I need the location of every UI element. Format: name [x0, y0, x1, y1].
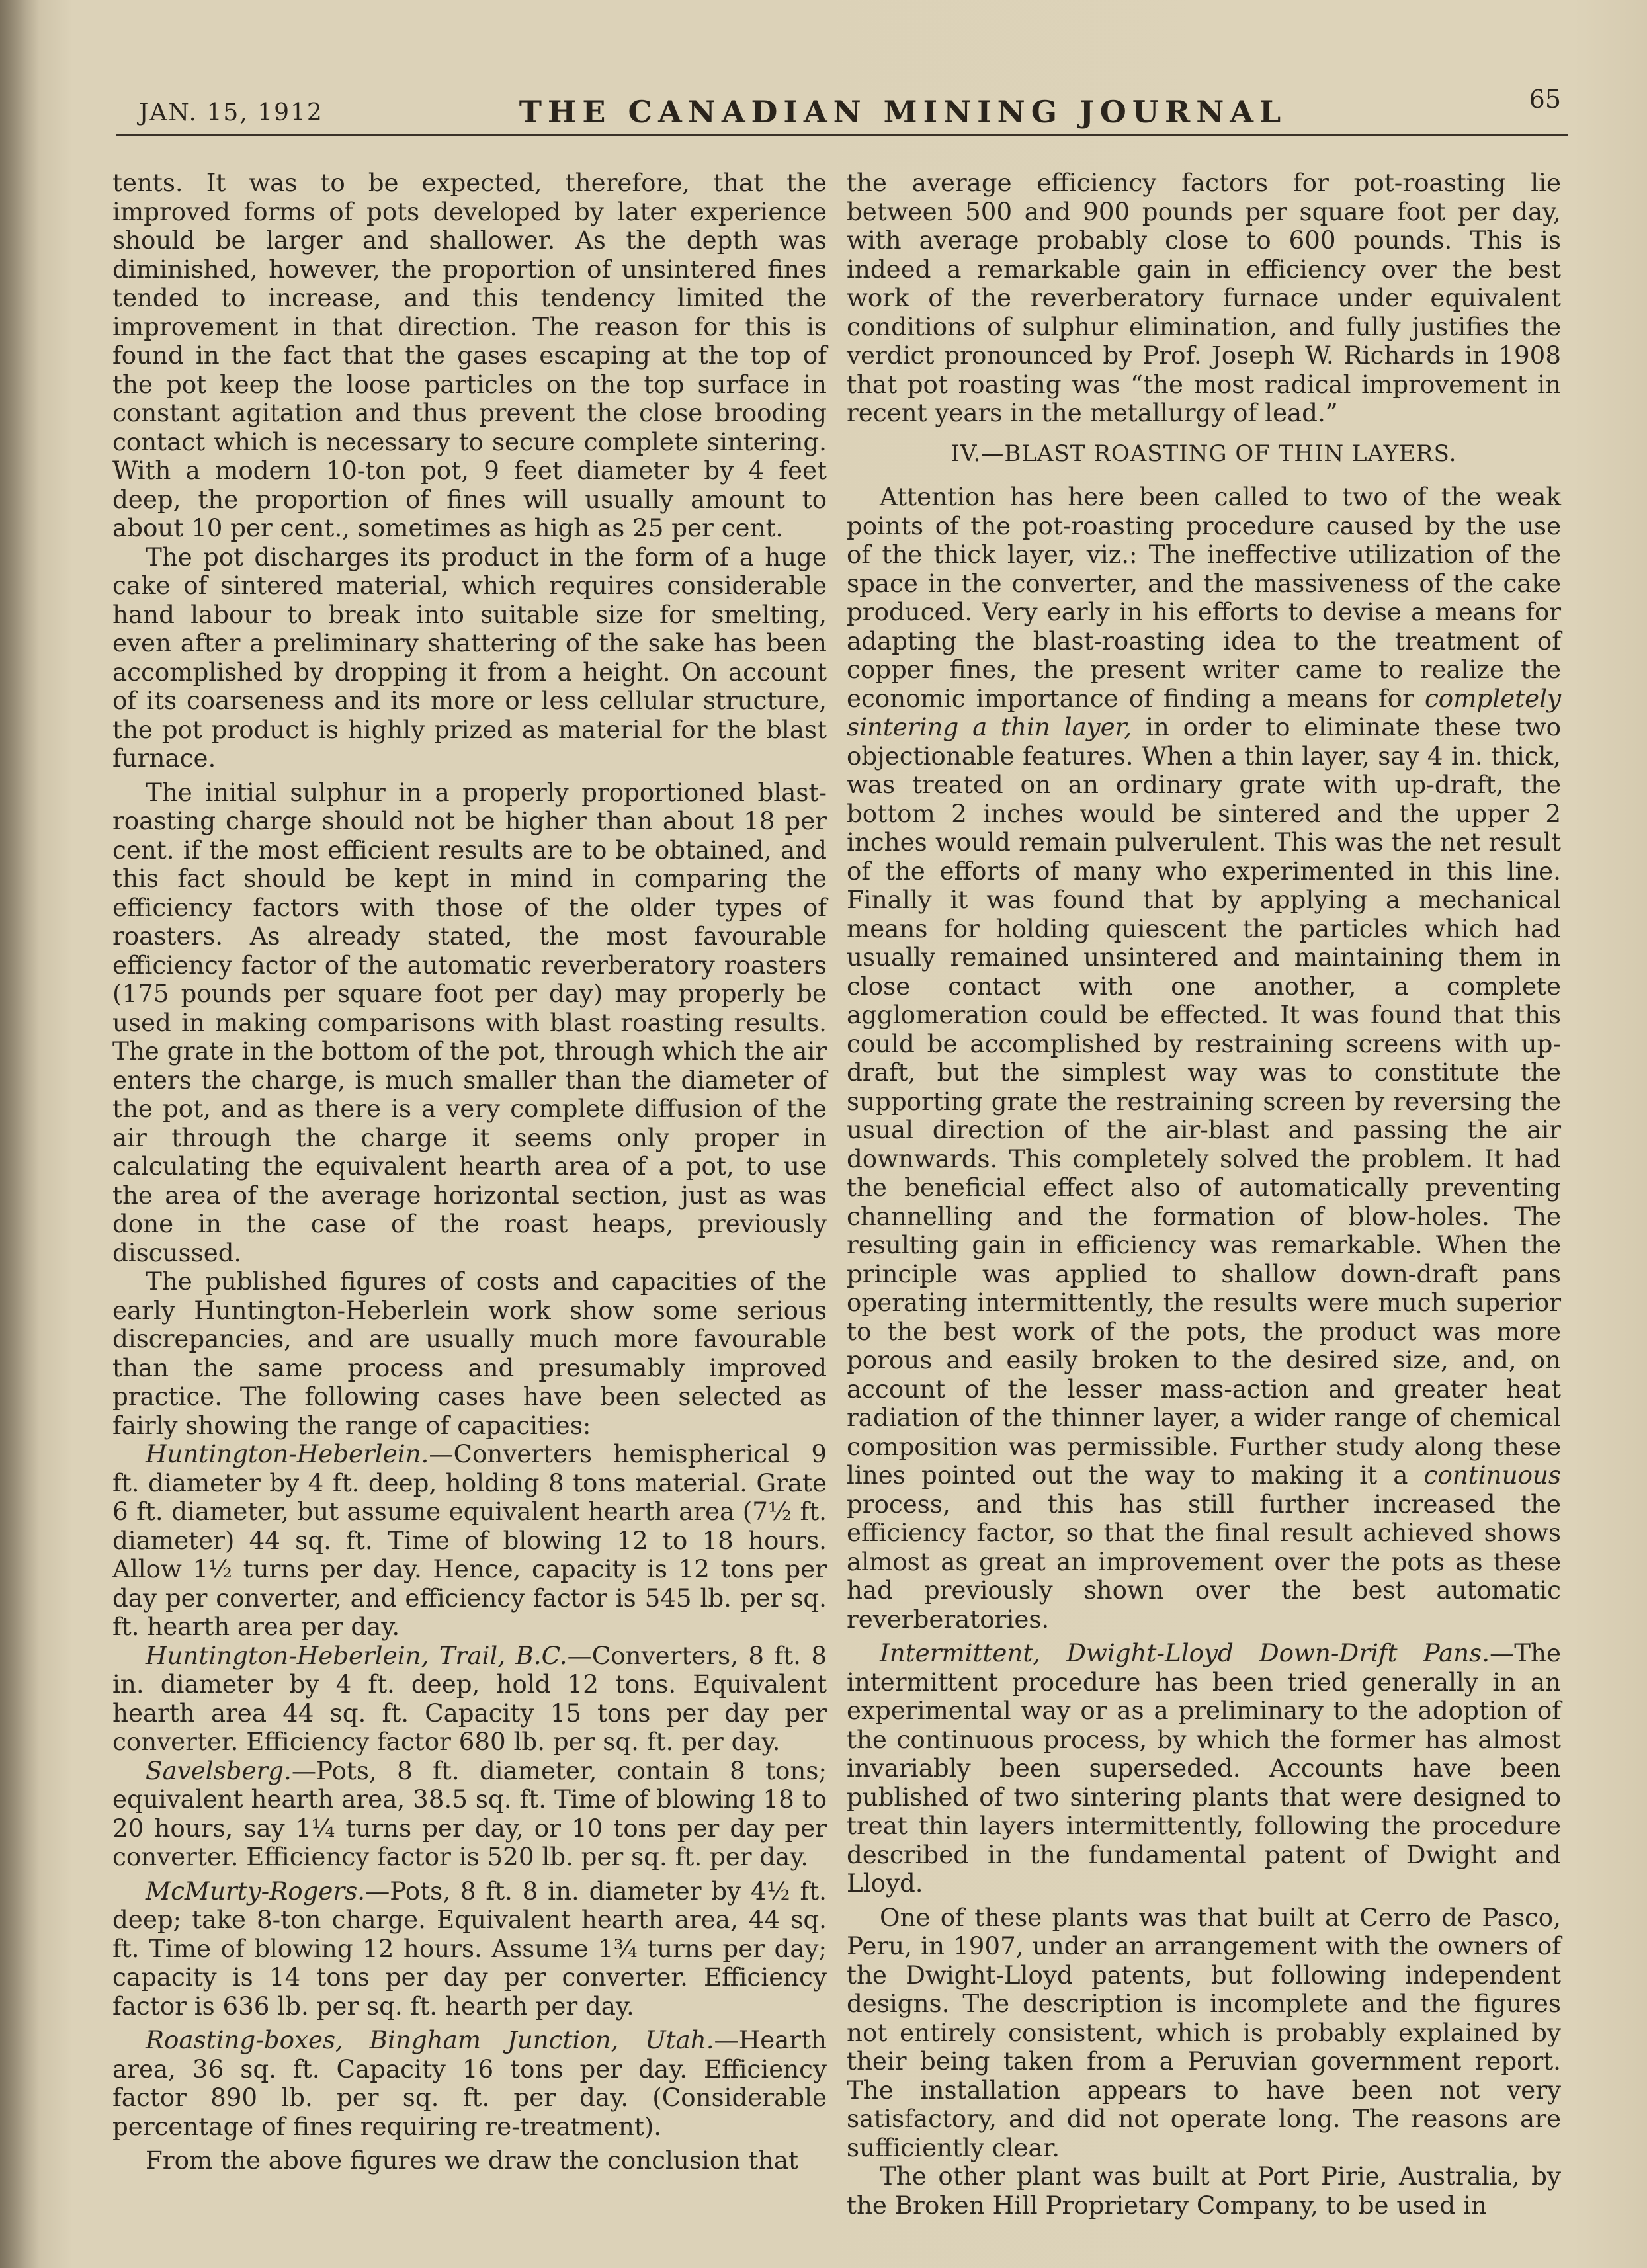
case-text: —Converters, 8 ft. 8 in. diameter by 4 ft. deep, hold 12 tons. Equivalent hearth area 44 sq. ft. Capacity 15 tons per day per converter. Efficiency factor 680 lb. per sq. ft. per day. — [112, 1640, 827, 1756]
issue-date: JAN. 15, 1912 — [139, 99, 323, 126]
case-name: Roasting-boxes, Bingham Junction, Utah. — [146, 2025, 714, 2054]
case-entry — [112, 1757, 827, 1872]
left-column — [112, 169, 827, 2175]
paragraph: One of these plants was that built at Cerro de Pasco, Peru, in 1907, under an arrangement with the owners of the Dwight-Lloyd patents, but following independent designs. The description is incomplete and the figures not entirely consistent, which is probably explained by their being taken from a Peruvian government report. The installation appears to have been not very satisfactory, and did not operate long. The reasons are sufficiently clear. — [847, 1902, 1561, 2162]
text-run: —The intermittent procedure has been tried generally in an experimental way or as a preliminary to the adoption of the continuous process, by which the former has almost invariably been superseded. Accounts have been published of two sintering plants that were designed to treat thin layers intermittently, following the procedure described in the fundamental patent of Dwight and Lloyd. — [847, 1638, 1561, 1898]
section-heading: IV.—BLAST ROASTING OF THIN LAYERS. — [950, 440, 1457, 467]
case-entry — [112, 1642, 827, 1757]
paragraph — [847, 1639, 1561, 1898]
case-name: Savelsberg. — [146, 1755, 292, 1785]
text-run: process, and this has still further increased the efficiency factor, so that the final result achieved shows almost as great an improvement over the pots as these had previously shown over the best automatic reverberatories. — [847, 1489, 1561, 1634]
paragraph — [847, 483, 1561, 1634]
case-text: —Pots, 8 ft. 8 in. diameter by 4½ ft. deep; take 8-ton charge. Equivalent hearth area, 44 sq. ft. Time of blowing 12 hours. Assume 1¾ turns per day; capacity is 14 tons per day per converter. Efficiency factor is 636 lb. per sq. ft. hearth per day. — [112, 1876, 827, 2021]
paragraph: The initial sulphur in a properly proportioned blast-roasting charge should not be higher than about 18 per cent. if the most efficient results are to be obtained, and this fact should be kept in mind in comparing the efficiency factors with those of the older types of roasters. As already stated, the most favourable efficiency factor of the automatic reverberatory roasters (175 pounds per square foot per day) may properly be used in making comparisons with blast roasting results. The grate in the bottom of the pot, through which the air enters the charge, is much smaller than the diameter of the pot, and as there is a very complete diffusion of the air through the charge it seems only proper in calculating the equivalent hearth area of a pot, to use the area of the average horizontal section, just as was done in the case of the roast heaps, previously discussed. — [112, 777, 827, 1267]
paragraph: The published figures of costs and capacities of the early Huntington-Heberlein work show some serious discrepancies, and are usually much more favourable than the same process and presumably improved practice. The following cases have been selected as fairly showing the range of capacities: — [112, 1267, 827, 1440]
emphasis: continuous — [1423, 1460, 1561, 1490]
case-text: —Hearth area, 36 sq. ft. Capacity 16 tons per day. Efficiency factor 890 lb. per sq. ft. per day. (Considerable percentage of fines requiring re-treatment). — [112, 2025, 827, 2141]
case-entry — [112, 2026, 827, 2141]
text-run: Attention has here been called to two of the weak points of the pot-roasting procedure caused by the use of the thick layer, viz.: The ineffective utilization of the space in the converter, and the massiveness of the cake produced. Very early in his efforts to devise a means for adapting the blast-roasting idea to the treatment of copper fines, the present writer came to realize the economic importance of finding a means for — [847, 482, 1561, 713]
case-name: Huntington-Heberlein. — [146, 1439, 429, 1468]
case-name: McMurty-Rogers. — [146, 1876, 366, 1906]
text-run: in order to eliminate these two objectionable features. When a thin layer, say 4 in. thick, was treated on an ordinary grate with up-draft, the bottom 2 inches would be sintered and the upper 2 inches would remain pulverulent. This was the net result of the efforts of many who experimented in this line. Finally it was found that by applying a mechanical means for holding quiescent the particles which had usually remained unsintered and maintaining them in close contact with one another, a complete agglomeration could be effected. It was found that this could be accomplished by restraining screens with up-draft, but the simplest way was to constitute the supporting grate the restraining screen by reversing the usual direction of the air-blast and passing the air downwards. This completely solved the problem. It had the beneficial effect also of automatically preventing channelling and the formation of blow-holes. The resulting gain in efficiency was remarkable. When the principle was applied to shallow down-draft pans operating intermittently, the results were much superior to the best work of the pots, the product was more porous and easily broken to the desired size, and, on account of the lesser mass-action and greater heat radiation of the thinner layer, a wider range of chemical composition was permissible. Further study along these lines pointed out the way to making it a — [847, 712, 1561, 1490]
emphasis: completely sintering a thin layer, — [847, 683, 1561, 741]
case-entry — [112, 1440, 827, 1642]
paragraph: tents. It was to be expected, therefore, that the improved forms of pots developed by later experience should be larger and shallower. As the depth was diminished, however, the proportion of unsintered fines tended to increase, and this tendency limited the improvement in that direction. The reason for this is found in the fact that the gases escaping at the top of the pot keep the loose particles on the top surface in constant agitation and thus prevent the close brooding contact which is necessary to secure complete sintering. With a modern 10-ton pot, 9 feet diameter by 4 feet deep, the proportion of fines will usually amount to about 10 per cent., sometimes as high as 25 per cent. — [112, 168, 827, 542]
running-header — [139, 79, 1561, 132]
subsection-name: Intermittent, Dwight-Lloyd Down-Drift Pans. — [880, 1638, 1490, 1667]
paragraph: the average efficiency factors for pot-roasting lie between 500 and 900 pounds per square foot per day, with average probably close to 600 pounds. This is indeed a remarkable gain in efficiency over the best work of the reverberatory furnace under equivalent conditions of sulphur elimination, and fully justifies the verdict pronounced by Prof. Joseph W. Richards in 1908 that pot roasting was “the most radical improvement in recent years in the metallurgy of lead.” — [847, 168, 1561, 427]
paragraph: The other plant was built at Port Pirie, Australia, by the Broken Hill Proprietary Company, to be used in — [847, 2162, 1561, 2220]
case-text: —Converters hemispherical 9 ft. diameter by 4 ft. deep, holding 8 tons material. Grate 6 ft. diameter, but assume equivalent hearth area (7½ ft. diameter) 44 sq. ft. Time of blowing 12 to 18 hours. Allow 1½ turns per day. Hence, capacity is 12 tons per day per converter, and efficiency factor is 545 lb. per sq. ft. hearth area per day. — [112, 1439, 827, 1641]
journal-title: THE CANADIAN MINING JOURNAL — [519, 94, 1287, 130]
right-column — [847, 169, 1561, 2220]
case-entry — [112, 1877, 827, 2021]
paragraph: From the above figures we draw the conclusion that — [146, 2146, 798, 2175]
page-number: 65 — [1529, 85, 1561, 114]
case-text: —Pots, 8 ft. diameter, contain 8 tons; equivalent hearth area, 38.5 sq. ft. Time of blowing 18 to 20 hours, say 1¼ turns per day, or 10 tons per day per converter. Efficiency factor is 520 lb. per sq. ft. per day. — [112, 1755, 827, 1871]
header-rule — [116, 134, 1568, 136]
paragraph: The pot discharges its product in the form of a huge cake of sintered material, which requires considerable hand labour to break into suitable size for smelting, even after a preliminary shattering of the sake has been accomplished by dropping it from a height. On account of its coarseness and its more or less cellular structure, the pot product is highly prized as material for the blast furnace. — [112, 542, 827, 773]
binding-shadow — [0, 0, 40, 2268]
case-name: Huntington-Heberlein, Trail, B.C. — [146, 1640, 568, 1670]
